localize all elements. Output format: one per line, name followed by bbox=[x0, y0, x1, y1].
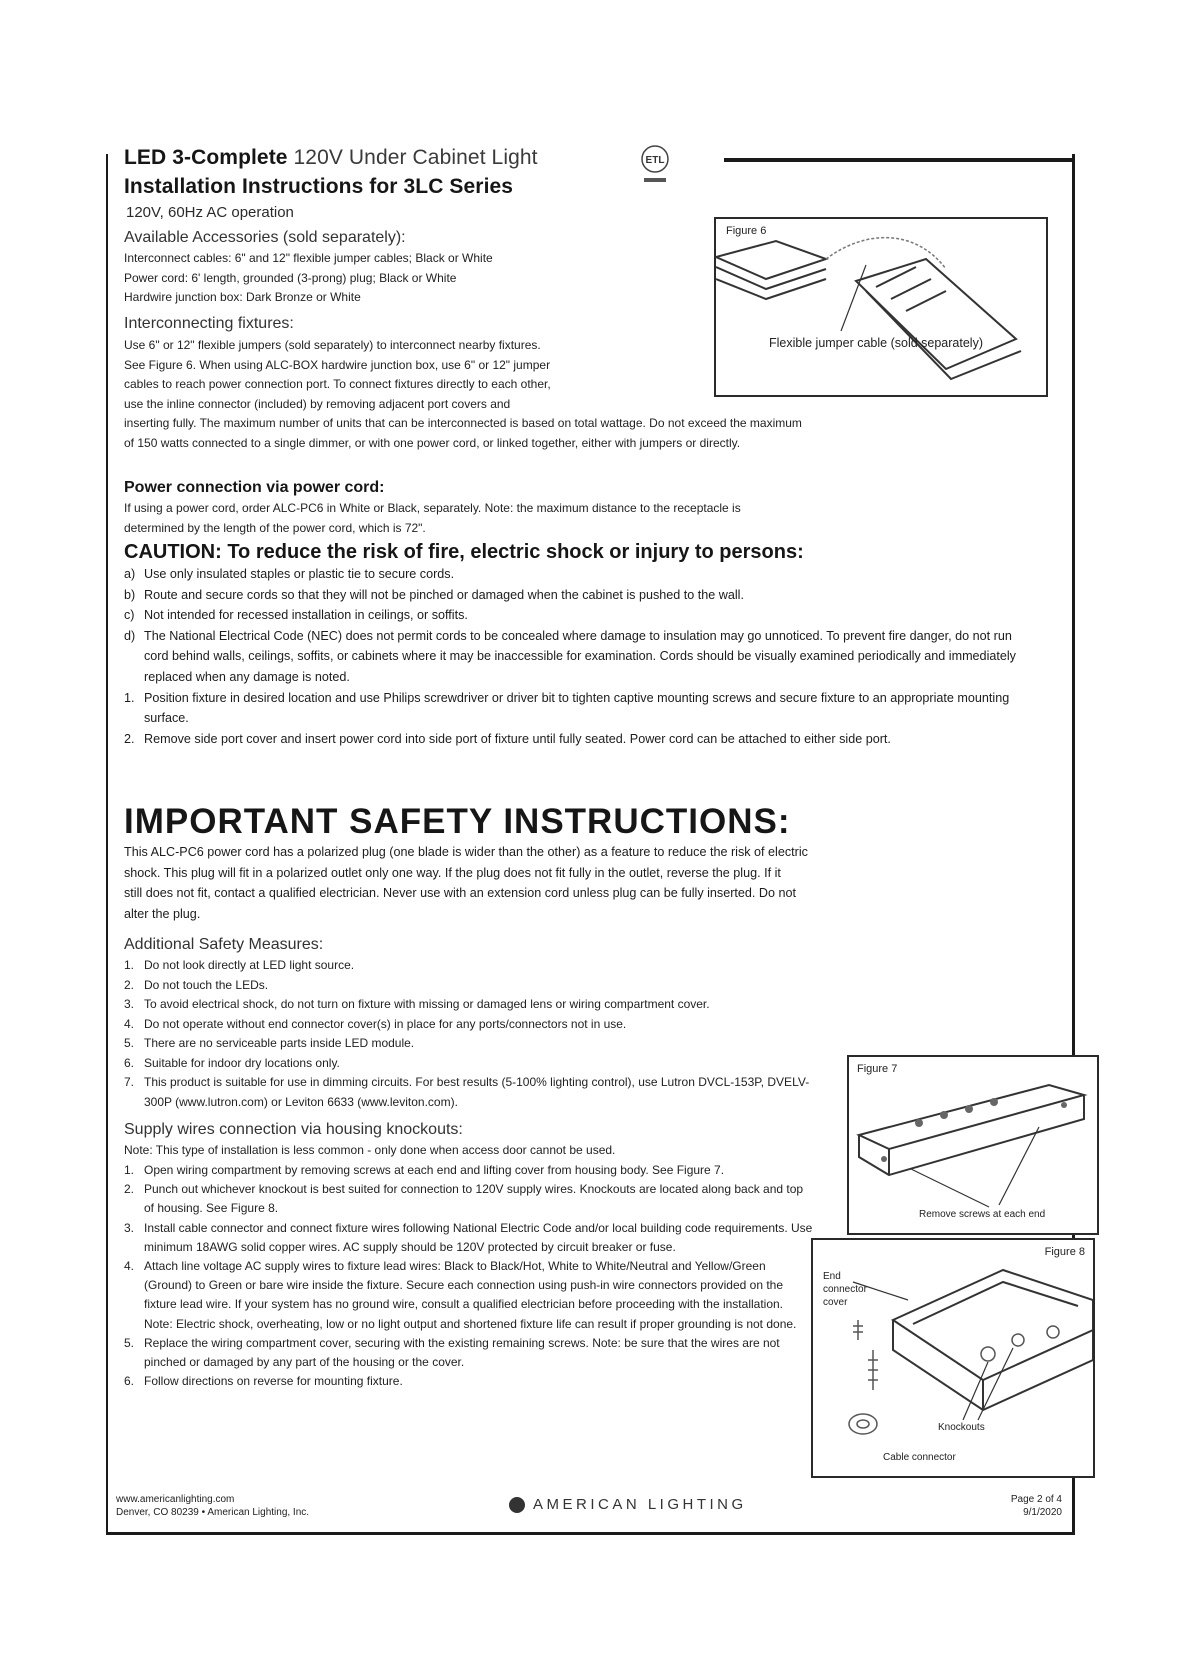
figure-7-caption: Remove screws at each end bbox=[919, 1209, 1046, 1220]
paragraph-line: inserting fully. The maximum number of units that can be interconnected is based on total wattage. Do not exceed the maximum bbox=[124, 416, 802, 430]
list-text: Do not operate without end connector cover(s) in place for any ports/connectors not in use. bbox=[144, 1016, 627, 1031]
page-number: Page 2 of 4 bbox=[1010, 1494, 1062, 1505]
list-marker: c) bbox=[124, 608, 135, 623]
list-marker: 1. bbox=[124, 958, 135, 972]
list-item bbox=[124, 688, 1024, 729]
list-text: Follow directions on reverse for mounting fixture. bbox=[144, 1374, 403, 1389]
list-marker: 4. bbox=[124, 1016, 135, 1031]
paragraph-line: determined by the length of the power cord, which is 72". bbox=[124, 520, 426, 535]
list-item bbox=[124, 956, 824, 976]
list-text: Not intended for recessed installation in ceilings, or soffits. bbox=[144, 608, 468, 623]
list-item bbox=[124, 605, 1024, 626]
title-product: LED 3-Complete bbox=[124, 146, 288, 169]
title-descriptor: 120V Under Cabinet Light bbox=[293, 146, 538, 169]
list-item bbox=[124, 1161, 814, 1180]
list-text: Replace the wiring compartment cover, securing with the existing remaining screws. Note: be sure that the wires are not pinched or damaged by any part of the housing or the cover. bbox=[144, 1335, 780, 1370]
list-marker: 4. bbox=[124, 1259, 135, 1274]
brand-logo-icon bbox=[509, 1497, 525, 1513]
list-marker: a) bbox=[124, 567, 136, 581]
list-item bbox=[124, 1372, 814, 1391]
list-item bbox=[124, 1219, 814, 1257]
figure-7 bbox=[847, 1055, 1099, 1235]
interconnect-heading: Interconnecting fixtures: bbox=[124, 315, 294, 332]
list-item bbox=[124, 995, 824, 1015]
document-title bbox=[124, 146, 538, 170]
important-text bbox=[124, 842, 1064, 924]
list-marker: 2. bbox=[124, 731, 135, 746]
list-text: Punch out whichever knockout is best suited for connection to 120V supply wires. Knockouts are located along back and top of housing. See Figure 8. bbox=[144, 1182, 804, 1216]
list-item bbox=[124, 1034, 824, 1054]
list-text: Install cable connector and connect fixture wires following National Electric Code and/or local building code requirements. Use minimum 18AWG solid copper wires. AC supply should be 120V protected by circuit breaker or fuse. bbox=[144, 1220, 813, 1254]
accessory-line: Interconnect cables: 6" and 12" flexible jumper cables; Black or White bbox=[124, 251, 493, 265]
list-item bbox=[124, 1257, 814, 1334]
figure-label: Figure 7 bbox=[857, 1063, 898, 1075]
power-text bbox=[124, 499, 1064, 538]
list-item bbox=[124, 564, 1024, 585]
accessory-line: Hardwire junction box: Dark Bronze or White bbox=[124, 290, 361, 304]
list-marker: 5. bbox=[124, 1036, 135, 1050]
list-item bbox=[124, 626, 1024, 688]
list-text: Suitable for indoor dry locations only. bbox=[144, 1055, 340, 1070]
figure-8 bbox=[811, 1238, 1095, 1478]
paragraph-line: See Figure 6. When using ALC-BOX hardwire junction box, use 6" or 12" jumper bbox=[124, 357, 551, 372]
list-marker: 6. bbox=[124, 1374, 135, 1389]
figure-8-end-cover-caption: End connector cover bbox=[823, 1271, 867, 1308]
list-item bbox=[124, 1073, 824, 1112]
accessory-line: Power cord: 6' length, grounded (3-prong) plug; Black or White bbox=[124, 270, 457, 285]
list-marker: 5. bbox=[124, 1335, 135, 1350]
paragraph-line: cables to reach power connection port. To connect fixtures directly to each other, bbox=[124, 377, 551, 391]
figure-8-cable-connector-caption: Cable connector bbox=[883, 1452, 956, 1463]
header-rule bbox=[724, 158, 1074, 162]
figure-6-caption: Flexible jumper cable (sold separately) bbox=[769, 336, 983, 350]
website-text: www.americanlighting.com bbox=[116, 1494, 235, 1505]
footer-page-info bbox=[972, 1493, 1062, 1519]
list-marker: 1. bbox=[124, 1163, 135, 1177]
list-item bbox=[124, 1180, 814, 1218]
list-text: This product is suitable for use in dimming circuits. For best results (5-100% lighting control), use Lutron DVCL-153P, DVELV-300P (www.lutron.com) or Leviton 6633 (www.leviton.com). bbox=[144, 1075, 810, 1109]
list-marker: 7. bbox=[124, 1075, 135, 1089]
list-text: Remove side port cover and insert power cord into side port of fixture until fully seated. Power cord can be attached to either side port. bbox=[144, 731, 891, 746]
list-marker: 3. bbox=[124, 1220, 135, 1235]
paragraph-line: If using a power cord, order ALC-PC6 in White or Black, separately. Note: the maximum distance to the receptacle is bbox=[124, 501, 741, 515]
etl-mark-text: ETL bbox=[645, 155, 665, 166]
brand-logo bbox=[509, 1496, 747, 1513]
list-text: To avoid electrical shock, do not turn on fixture with missing or damaged lens or wiring compartment cover. bbox=[144, 997, 710, 1011]
paragraph-line: Use 6" or 12" flexible jumpers (sold separately) to interconnect nearby fixtures. bbox=[124, 338, 541, 352]
supply-heading: Supply wires connection via housing knockouts: bbox=[124, 1121, 463, 1138]
list-text: Attach line voltage AC supply wires to fixture lead wires: Black to Black/Hot, White to White/Neutral and Yellow/Green (Ground) to Green or bare wire inside the fixture. Secure each connection using push-in wire connectors provided on the fixture lead wire. If your system has no ground wire, consult a qualified electrician before proceeding with the installation. Note: Electric shock, overheating, low or no light output and shortened fixture life can result if proper grounding is not done. bbox=[144, 1259, 797, 1331]
list-text: The National Electrical Code (NEC) does not permit cords to be concealed where damage to insulation may go unnoticed. To prevent fire danger, do not run cord behind walls, ceilings, soffits, or cabinets where it may be inaccessible for examination. Cords should be visually examined periodically and immediately replaced when any damage is noted. bbox=[144, 628, 1016, 684]
important-safety-heading: IMPORTANT SAFETY INSTRUCTIONS: bbox=[124, 802, 791, 841]
additional-list bbox=[124, 956, 824, 1112]
figure-label: Figure 6 bbox=[726, 225, 767, 237]
list-text: There are no serviceable parts inside LED module. bbox=[144, 1036, 415, 1050]
operation-spec: 120V, 60Hz AC operation bbox=[126, 204, 294, 221]
figure-6 bbox=[714, 217, 1048, 397]
caution-list bbox=[124, 564, 1024, 749]
list-item bbox=[124, 1054, 824, 1074]
list-text: Do not look directly at LED light source. bbox=[144, 958, 355, 972]
company-address: Denver, CO 80239 • American Lighting, Inc. bbox=[116, 1507, 310, 1518]
list-marker: 2. bbox=[124, 977, 135, 992]
list-item bbox=[124, 1015, 824, 1035]
power-heading: Power connection via power cord: bbox=[124, 479, 385, 496]
list-text: Use only insulated staples or plastic tie to secure cords. bbox=[144, 567, 455, 581]
list-marker: 1. bbox=[124, 690, 135, 705]
caution-heading: CAUTION: To reduce the risk of fire, electric shock or injury to persons: bbox=[124, 541, 804, 563]
paragraph-line: alter the plug. bbox=[124, 906, 201, 921]
etl-certification-logo bbox=[640, 138, 670, 190]
paragraph-line: use the inline connector (included) by removing adjacent port covers and bbox=[124, 396, 511, 411]
paragraph-line: still does not fit, contact a qualified electrician. Never use with an extension cord unless plug can be fully inserted. Do not bbox=[124, 886, 797, 901]
brand-name: AMERICAN LIGHTING bbox=[533, 1496, 747, 1513]
accessories-list bbox=[124, 249, 684, 308]
list-marker: 2. bbox=[124, 1182, 135, 1197]
list-marker: 6. bbox=[124, 1055, 135, 1070]
paragraph-line: This ALC-PC6 power cord has a polarized plug (one blade is wider than the other) as a feature to reduce the risk of electric bbox=[124, 845, 808, 859]
figure-label: Figure 8 bbox=[1044, 1246, 1085, 1258]
list-text: Open wiring compartment by removing screws at each end and lifting cover from housing body. See Figure 7. bbox=[144, 1163, 725, 1177]
supply-list bbox=[124, 1161, 814, 1391]
figure-8-knockouts-caption: Knockouts bbox=[938, 1422, 985, 1433]
list-marker: 3. bbox=[124, 997, 135, 1011]
list-text: Do not touch the LEDs. bbox=[144, 977, 269, 992]
additional-heading: Additional Safety Measures: bbox=[124, 936, 324, 953]
paragraph-line: shock. This plug will fit in a polarized outlet only one way. If the plug does not fit fully in the outlet, reverse the plug. If it bbox=[124, 865, 781, 880]
list-text: Route and secure cords so that they will not be pinched or damaged when the cabinet is pushed to the wall. bbox=[144, 587, 744, 602]
list-item bbox=[124, 976, 824, 996]
list-marker: d) bbox=[124, 628, 136, 643]
figure-7-drawing bbox=[849, 1057, 1097, 1233]
list-marker: b) bbox=[124, 587, 136, 602]
supply-note: Note: This type of installation is less common - only done when access door cannot be used. bbox=[124, 1143, 616, 1157]
figure-6-drawing bbox=[716, 219, 1046, 395]
list-item bbox=[124, 1334, 814, 1372]
footer-contact bbox=[116, 1493, 309, 1519]
list-item bbox=[124, 729, 1024, 750]
accessories-heading: Available Accessories (sold separately): bbox=[124, 229, 406, 246]
document-subtitle: Installation Instructions for 3LC Series bbox=[124, 175, 514, 198]
paragraph-line: of 150 watts connected to a single dimmer, or with one power cord, or linked together, either with jumpers or directly. bbox=[124, 435, 741, 450]
revision-date: 9/1/2020 bbox=[1023, 1507, 1062, 1518]
list-text: Position fixture in desired location and use Philips screwdriver or driver bit to tighten captive mounting screws and secure fixture to an appropriate mounting surface. bbox=[144, 690, 1010, 726]
list-item bbox=[124, 585, 1024, 606]
